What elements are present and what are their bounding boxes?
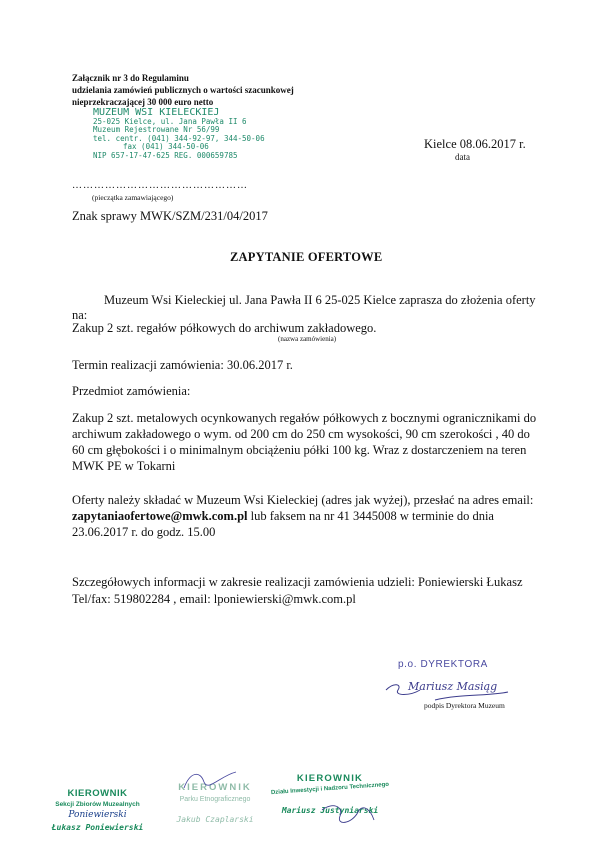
order-caption: (nazwa zamówienia)	[278, 335, 337, 343]
offers-line-2	[72, 509, 494, 524]
stamp-2-name: Jakub Czaplarski	[176, 815, 254, 824]
stamp-line-5: NIP 657-17-47-625 REG. 000659785	[93, 150, 238, 160]
institution-stamp	[93, 109, 265, 161]
subject-line-4: MWK PE w Tokarni	[72, 459, 176, 473]
stamp-1-sub: Sekcji Zbiorów Muzealnych	[55, 801, 140, 808]
contact-line-1: Szczegółowych informacji w zakresie realizacji zamówienia udzieli: Poniewierski Łukasz	[72, 575, 523, 589]
order-name: Zakup 2 szt. regałów półkowych do archiwum zakładowego.	[72, 321, 377, 335]
date-caption: data	[455, 152, 470, 162]
stamp-3-name: Mariusz Justyniarski	[281, 806, 379, 815]
page-title: ZAPYTANIE OFERTOWE	[230, 250, 383, 264]
subject-line-3: 60 cm głębokości i o minimalnym obciążeniu półki 100 kg. Wraz z dostarczeniem na teren	[72, 443, 527, 457]
stamp-2-sub: Parku Etnograficznego	[179, 796, 251, 803]
stamp-line-2: Muzeum Rejestrowane Nr 56/99	[93, 125, 220, 135]
stamp-1-name: Łukasz Poniewierski	[51, 823, 144, 832]
contact-line-2: Tel/fax: 519802284 , email: lponiewierski@mwk.com.pl	[72, 592, 356, 606]
stamp-line-4: fax (041) 344-50-06	[123, 142, 209, 152]
director-signature: Mariusz Masiąg	[408, 680, 498, 693]
attachment-line-2: udzielania zamówień publicznych o wartości szacunkowej	[72, 85, 294, 95]
subject-line-2: archiwum zakładowego o wym. od 200 cm do 250 cm wysokości, 90 cm szerokości , 40 do	[72, 427, 530, 441]
stamp-caption: (pieczątka zamawiającego)	[92, 193, 174, 202]
offers-line-1: Oferty należy składać w Muzeum Wsi Kieleckiej (adres jak wyżej), przesłać na adres email:	[72, 493, 534, 507]
stamp-2-title: KIEROWNIK	[178, 782, 252, 793]
case-number: Znak sprawy MWK/SZM/231/04/2017	[72, 209, 268, 223]
director-stamp: p.o. DYREKTORA	[398, 659, 488, 670]
offers-line-2-rest: lub faksem na nr 41 3445008 w terminie do dnia	[247, 509, 494, 523]
stamp-head-collections	[40, 788, 155, 832]
attachment-line-3: nieprzekraczającej 30 000 euro netto	[72, 97, 214, 107]
stamp-1-signature: Poniewierski	[68, 810, 127, 820]
stamp-1-title: KIEROWNIK	[67, 788, 128, 799]
stamp-dotted-line: …………………………………………	[72, 180, 248, 191]
subject-heading: Przedmiot zamówienia:	[72, 384, 191, 398]
offers-email-link[interactable]: zapytaniaofertowe@mwk.com.pl	[72, 509, 248, 523]
stamp-3-title: KIEROWNIK	[296, 773, 364, 784]
stamp-title: MUZEUM WSI KIELECKIEJ	[93, 107, 220, 118]
intro-line-2: na:	[72, 308, 88, 322]
place-date: Kielce 08.06.2017 r.	[424, 137, 526, 151]
stamp-line-1: 25-025 Kielce, ul. Jana Pawła II 6	[93, 116, 247, 126]
stamp-3-signature-icon	[318, 800, 378, 830]
stamp-2-signature-icon	[180, 768, 240, 794]
attachment-line-1: Załącznik nr 3 do Regulaminu	[72, 73, 189, 83]
offers-line-3: 23.06.2017 r. do godz. 15.00	[72, 525, 216, 539]
stamp-3-sub: Działu Inwestycji i Nadzoru Technicznego	[270, 781, 390, 797]
stamp-line-3: tel. centr. (041) 344-92-97, 344-50-06	[93, 133, 265, 143]
director-caption: podpis Dyrektora Muzeum	[424, 701, 505, 710]
intro-line-1: Muzeum Wsi Kieleckiej ul. Jana Pawła II 6 25-025 Kielce zaprasza do złożenia oferty	[104, 293, 536, 307]
subject-line-1: Zakup 2 szt. metalowych ocynkowanych regałów półkowych z bocznymi ogranicznikami do	[72, 411, 537, 425]
deadline: Termin realizacji zamówienia: 30.06.2017 r.	[72, 358, 293, 372]
